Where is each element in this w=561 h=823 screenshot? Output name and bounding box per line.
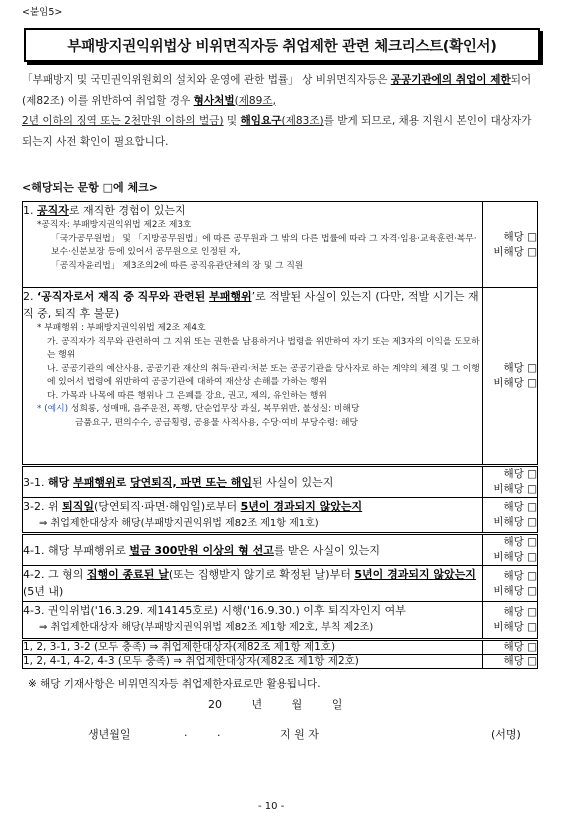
section-title: <해당되는 문항 □에 체크>	[22, 181, 158, 194]
q31-keyword-2: 당연퇴직, 파면 또는 해임	[130, 475, 252, 489]
q41-text-3: 를 받은 사실이 있는지	[273, 543, 381, 557]
q41-no-checkbox[interactable]: 비해당 □	[493, 551, 537, 563]
q31-number: 3-1.	[23, 475, 48, 489]
q42-yes-checkbox[interactable]: 해당 □	[503, 569, 537, 582]
q32-result: ⇒ 취업제한대상자 해당(부패방지권익위법 제82조 제1항 제1호)	[39, 518, 319, 529]
result-row-1	[23, 640, 538, 655]
birth-label: 생년월일	[88, 728, 131, 741]
question-row-2	[23, 288, 538, 466]
q41-yes-checkbox[interactable]: 해당 □	[503, 536, 537, 548]
q42-text-1: 그 형의	[47, 568, 87, 581]
q2-note-1: * 부패행위 : 부패방지권익위법 제2조 제4호	[37, 323, 206, 333]
q31-text-5: 된 사실이 있는지	[251, 475, 334, 489]
q2-number: 2.	[23, 290, 37, 303]
question-row-4-3	[23, 602, 538, 640]
r1-yes-checkbox[interactable]: 해당 □	[503, 641, 537, 653]
intro-text-8: 및	[223, 115, 241, 127]
intro-text-4: 되어(제82조) 이를 위반하여 취업할 경우	[22, 74, 532, 107]
intro-text-11: 를 받게 되므로, 채용 지원시 본인이 대상자가 되는지 사전 확인이 필요합니다.	[22, 115, 532, 148]
question-row-3-1	[23, 466, 538, 498]
q1-yes-checkbox[interactable]: 해당 □	[503, 230, 537, 243]
q43-text: 권익위법('16.3.29. 제14145호로) 시행('16.9.30.) 이후 퇴직자인지 여부	[47, 604, 406, 617]
q1-note-2: 「국가공무원법」 및 「지방공무원법」에 따른 공무원과 그 밖의 다른 법률에 따라 그 자격·임용·교육훈련·복무·보수·신분보장 등에 있어서 공무원으로 인정된 자,	[51, 233, 477, 257]
result-row-2	[23, 655, 538, 669]
q42-no-checkbox[interactable]: 비해당 □	[493, 584, 537, 597]
q1-text: 로 재직한 경험이 있는지	[68, 204, 186, 217]
intro-text-7: 2년 이하의 징역 또는 2천만원 이하의 벌금)	[22, 115, 224, 127]
q2-text: ’로 적발된 사실이 있는지 (다만, 적발 시기는 재직 중, 퇴직 후 불문)	[23, 290, 479, 320]
q2-yes-checkbox[interactable]: 해당 □	[503, 362, 537, 374]
intro-employment-restriction: 공공기관에의 취업이 제한	[390, 74, 511, 86]
q2-example-non-applicable: 성희롱, 성매매, 음주운전, 폭행, 단순업무상 과실, 복무위반, 불성실: 비해당	[68, 404, 360, 414]
q43-yes-checkbox[interactable]: 해당 □	[503, 606, 537, 618]
q2-example-label: * (예시)	[37, 404, 69, 414]
intro-law-name: 「부패방지 및 국민권익위원회의 설치와 운영에 관한 법률」	[22, 74, 299, 86]
page-title-text: 부패방지권익위법상 비위면직자등 취업제한 관련 체크리스트(확인서)	[67, 38, 497, 55]
q32-text-3: (당연퇴직·파면·해임일)로부터	[93, 500, 241, 513]
q1-note-1: *공직자: 부패방지권익위법 제2조 제3호	[37, 220, 192, 230]
intro-text-6: (제89조,	[234, 94, 277, 107]
applicant-label: 지 원 자	[280, 728, 319, 741]
r2-yes-checkbox[interactable]: 해당 □	[503, 655, 537, 667]
q32-keyword-1: 퇴직일	[62, 500, 94, 513]
q1-keyword: 공직자	[37, 204, 69, 217]
q42-text-3: (또는 집행받지 않기로 확정된 날)부터	[168, 568, 355, 581]
q2-no-checkbox[interactable]: 비해당 □	[493, 377, 537, 389]
date-line: 20 년 월 일	[208, 698, 343, 711]
intro-dismissal-request: 해임요구	[240, 115, 282, 127]
q31-text-3: 로	[115, 475, 131, 489]
q43-result: ⇒ 취업제한대상자 해당(부패방지권익위법 제82조 제1항 제2호, 부칙 제2조)	[39, 622, 374, 633]
q42-number: 4-2.	[23, 568, 48, 581]
q43-no-checkbox[interactable]: 비해당 □	[493, 621, 537, 633]
q42-keyword-2: 5년이 경과되지 않았는지	[354, 568, 476, 581]
q41-text-1: 해당 부패행위로	[47, 543, 130, 557]
q1-no-checkbox[interactable]: 비해당 □	[493, 245, 537, 258]
q42-keyword-1: 집행이 종료된 날	[86, 568, 169, 581]
page-title	[24, 28, 540, 62]
q31-text-1: 해당	[47, 475, 74, 489]
q32-yes-checkbox[interactable]: 해당 □	[503, 501, 537, 513]
intro-criminal-penalty: 형사처벌	[193, 94, 235, 107]
birth-date-field[interactable]: . .	[184, 726, 221, 739]
q2-keyword-1: ‘공직자로서 재직 중 직무와 관련된	[37, 290, 210, 303]
q1-note-3: 「공직자윤리법」 제3조의2에 따른 공직유관단체의 장 및 그 직원	[51, 260, 304, 271]
q1-number: 1.	[23, 204, 37, 217]
question-row-3-2	[23, 498, 538, 534]
q31-no-checkbox[interactable]: 비해당 □	[493, 483, 537, 495]
q2-note-2: 가. 공직자가 직무와 관련하여 그 지위 또는 권한을 남용하거나 법령을 위반하여 자기 또는 제3자의 이익을 도모하는 행위	[47, 336, 480, 360]
q41-number: 4-1.	[23, 543, 48, 557]
attachment-label: <붙임5>	[22, 7, 63, 18]
q32-keyword-2: 5년이 경과되지 않았는지	[240, 500, 363, 513]
q32-number: 3-2.	[23, 500, 48, 513]
question-row-4-2	[23, 566, 538, 602]
q43-number: 4-3.	[23, 604, 48, 617]
q41-keyword: 벌금 300만원 이상의 형 선고	[129, 543, 274, 557]
question-row-1	[23, 202, 538, 288]
q2-keyword-2: 부패행위	[209, 290, 252, 303]
checklist-table	[22, 201, 538, 669]
intro-text-2: 상 비위면직자등은	[298, 74, 391, 86]
q32-text-1: 위	[47, 500, 63, 513]
signature-label[interactable]: (서명)	[491, 728, 521, 741]
usage-note: ※ 해당 기재사항은 비위면직자등 취업제한자료로만 활용됩니다.	[28, 678, 321, 690]
q2-example-applicable: 금품요구, 편의수수, 공금횡령, 공용물 사적사용, 수당·여비 부당수령: 해당	[75, 417, 358, 428]
page-number: - 10 -	[258, 801, 285, 812]
result-2-text: 1, 2, 4-1, 4-2, 4-3 (모두 충족) ⇒ 취업제한대상자(제82조 제1항 제2호)	[23, 655, 359, 667]
intro-paragraph	[22, 70, 540, 152]
q2-note-3: 나. 공공기관의 예산사용, 공공기관 재산의 취득·관리·처분 또는 공공기관을 당사자로 하는 계약의 체결 및 그 이행에 있어서 법령에 위반하여 공공기관에 대하여 재산상 손해를 가하는 행위	[47, 363, 480, 387]
q32-no-checkbox[interactable]: 비해당 □	[493, 516, 537, 528]
q42-text-5: (5년 내)	[23, 585, 64, 598]
q31-keyword-1: 부패행위	[73, 475, 116, 489]
result-1-text: 1, 2, 3-1, 3-2 (모두 충족) ⇒ 취업제한대상자(제82조 제1항 제1호)	[23, 641, 336, 653]
question-row-4-1	[23, 534, 538, 566]
intro-text-10: (제83조)	[281, 115, 324, 127]
q31-yes-checkbox[interactable]: 해당 □	[503, 468, 537, 480]
q2-note-4: 다. 가목과 나목에 따른 행위나 그 은폐를 강요, 권고, 제의, 유인하는 행위	[47, 390, 327, 401]
